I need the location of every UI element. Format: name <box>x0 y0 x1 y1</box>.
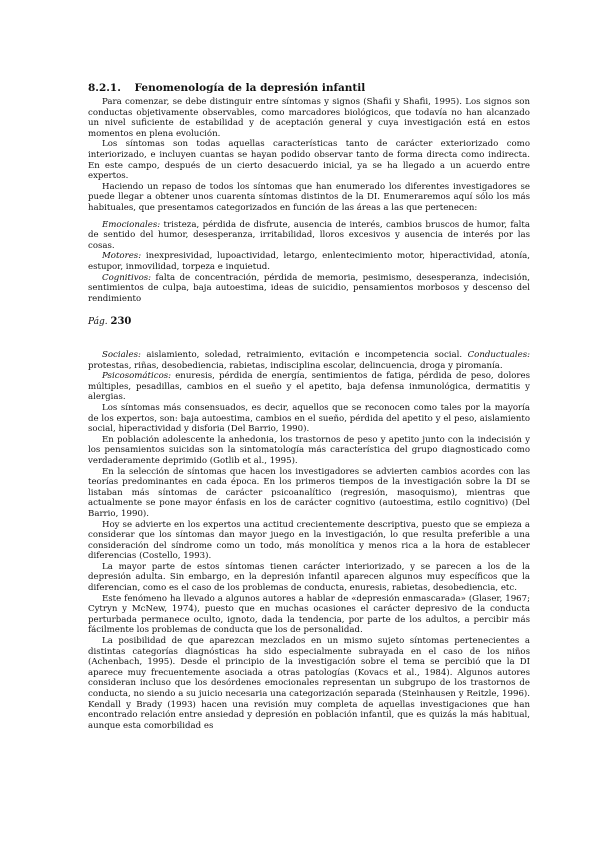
paragraph: Los síntomas son todas aquellas características tanto de carácter exteriorizado como interiorizado, e incluyen cuantas se hayan podido observar tanto de forma directa como indirecta. En este campo, después de un cierto desacuerdo inicial, ya se ha llegado a un acuerdo entre expertos. <box>88 139 530 182</box>
paragraph: Para comenzar, se debe distinguir entre síntomas y signos (Shafii y Shafii, 1995). Los signos son conductas objetivamente observables, como marcadores biológicos, que todavía no han alcanzado un nivel suficiente de estabilidad y de aceptación general y cuya investigación está en estos momentos en plena evolución. <box>88 97 530 139</box>
category-psicosomaticos <box>88 371 530 403</box>
paragraph: En población adolescente la anhedonia, los trastornos de peso y apetito junto con la indecisión y los pensamientos suicidas son la sintomatología más característica del grupo diagnosticado como verdaderamente deprimido (Gotlib et al., 1995). <box>88 434 530 466</box>
section-heading <box>88 82 530 95</box>
section-title: Fenomenología de la depresión infantil <box>134 82 366 94</box>
category-emocionales <box>88 220 530 252</box>
category-text: inexpresividad, lupoactividad, letargo, enlentecimiento motor, hiperactividad, atonía, estupor, inmovilidad, torpeza e inquietud. <box>88 251 530 272</box>
page-bottom <box>88 350 530 731</box>
paragraph: La posibilidad de que aparezcan mezclados en un mismo sujeto síntomas pertenecientes a distintas categorías diagnósticas ha sido especialmente subrayada en el caso de los niños (Achenbach, 1995). Desde el principio de la investigación sobre el tema se percibió que la DI aparece muy frecuentemente asociada a otras patologías (Kovacs et al., 1984). Algunos autores consideran incluso que los desórdenes emocionales representan un subgrupo de los trastornos de conducta, no siendo a su juicio necesaria una categorización separada (Steinhausen y Reitzle, 1996). Kendall y Brady (1993) hacen una revisión muy completa de aquellas investigaciones que han encontrado relación entre ansiedad y depresión en población infantil, que es quizás la más habitual, aunque esta comorbilidad es <box>88 636 530 731</box>
page-number <box>88 316 131 327</box>
page-number-value: 230 <box>110 316 132 327</box>
category-text: aislamiento, soledad, retraimiento, evitación e incompetencia social. <box>140 350 468 360</box>
category-text: protestas, riñas, desobediencia, rabietas, indisciplina escolar, delincuencia, droga y piromanía. <box>88 360 503 371</box>
paragraph: Hoy se advierte en los expertos una actitud crecientemente descriptiva, puesto que se empieza a considerar que los síntomas dan mayor juego en la investigación, lo que resulta preferible a una consideración del síndrome como un todo, más monolítica y menos rica a la hora de establecer diferencias (Costello, 1993). <box>88 519 530 562</box>
section-number: 8.2.1. <box>88 82 121 94</box>
category-motores <box>88 251 530 272</box>
paragraph: La mayor parte de estos síntomas tienen carácter interiorizado, y se parecen a los de la depresión adulta. Sin embargo, en la depresión infantil aparecen algunos muy específicos que la diferencian, como es el caso de los problemas de conducta, enuresis, rabietas, desobediencia, etc. <box>88 561 530 594</box>
paragraph: Los síntomas más consensuados, es decir, aquellos que se reconocen como tales por la mayoría de los expertos, son: baja autoestima, cambios en el sueño, pérdida del apetito y el peso, aislamiento social, hiperactividad y disforia (Del Barrio, 1990). <box>88 402 530 435</box>
paragraph: Este fenómeno ha llevado a algunos autores a hablar de «depresión enmascarada» (Glaser, 1967; Cytryn y McNew, 1974), puesto que en muchas ocasiones el carácter depresivo de la conducta perturbada permanece oculto, ignoto, dada la tendencia, por parte de los adultos, a percibir más fácilmente los problemas de conducta que los de personalidad. <box>88 593 530 636</box>
category-text: falta de concentración, pérdida de memoria, pesimismo, desesperanza, indecisión, sentimientos de culpa, baja autoestima, ideas de suicidio, pensamientos morbosos y descenso del rendimiento <box>88 272 530 304</box>
category-label: Psicosomáticos: <box>102 371 172 382</box>
category-label: Motores: <box>102 251 142 262</box>
paragraph: Haciendo un repaso de todos los síntomas que han enumerado los diferentes investigadores se puede llegar a obtener unos cuarenta síntomas distintos de la DI. Enumeraremos aquí sólo los más habituales, que presentamos categorizados en función de las áreas a las que pertenecen: <box>88 181 530 213</box>
category-sociales <box>88 350 530 371</box>
page-number-prefix: Pág. <box>88 317 108 327</box>
category-label: Emocionales: <box>102 219 161 230</box>
category-text: enuresis, pérdida de energía, sentimientos de fatiga, pérdida de peso, dolores múltiples, pesadillas, cambios en el sueño y el apetito, baja defensa inmunológica, dermatitis y alergias. <box>88 371 530 403</box>
category-label: Sociales: <box>102 350 141 360</box>
paragraph: En la selección de síntomas que hacen los investigadores se advierten cambios acordes con las teorías predominantes en cada época. En los primeros tiempos de la investigación sobre la DI se listaban más síntomas de carácter psicoanalítico (regresión, masoquismo), mientras que actualmente se pone mayor énfasis en los de carácter cognitivo (autoestima, estilo cognitivo) (Del Barrio, 1990). <box>88 466 530 519</box>
page-top <box>88 82 530 304</box>
category-label: Cognitivos: <box>102 272 152 283</box>
category-cognitivos <box>88 273 530 305</box>
category-label: Conductuales: <box>467 350 530 360</box>
category-text: tristeza, pérdida de disfrute, ausencia de interés, cambios bruscos de humor, falta de sentido del humor, desesperanza, irritabilidad, lloros excesivos y ausencia de interés por las cosas. <box>88 219 530 251</box>
